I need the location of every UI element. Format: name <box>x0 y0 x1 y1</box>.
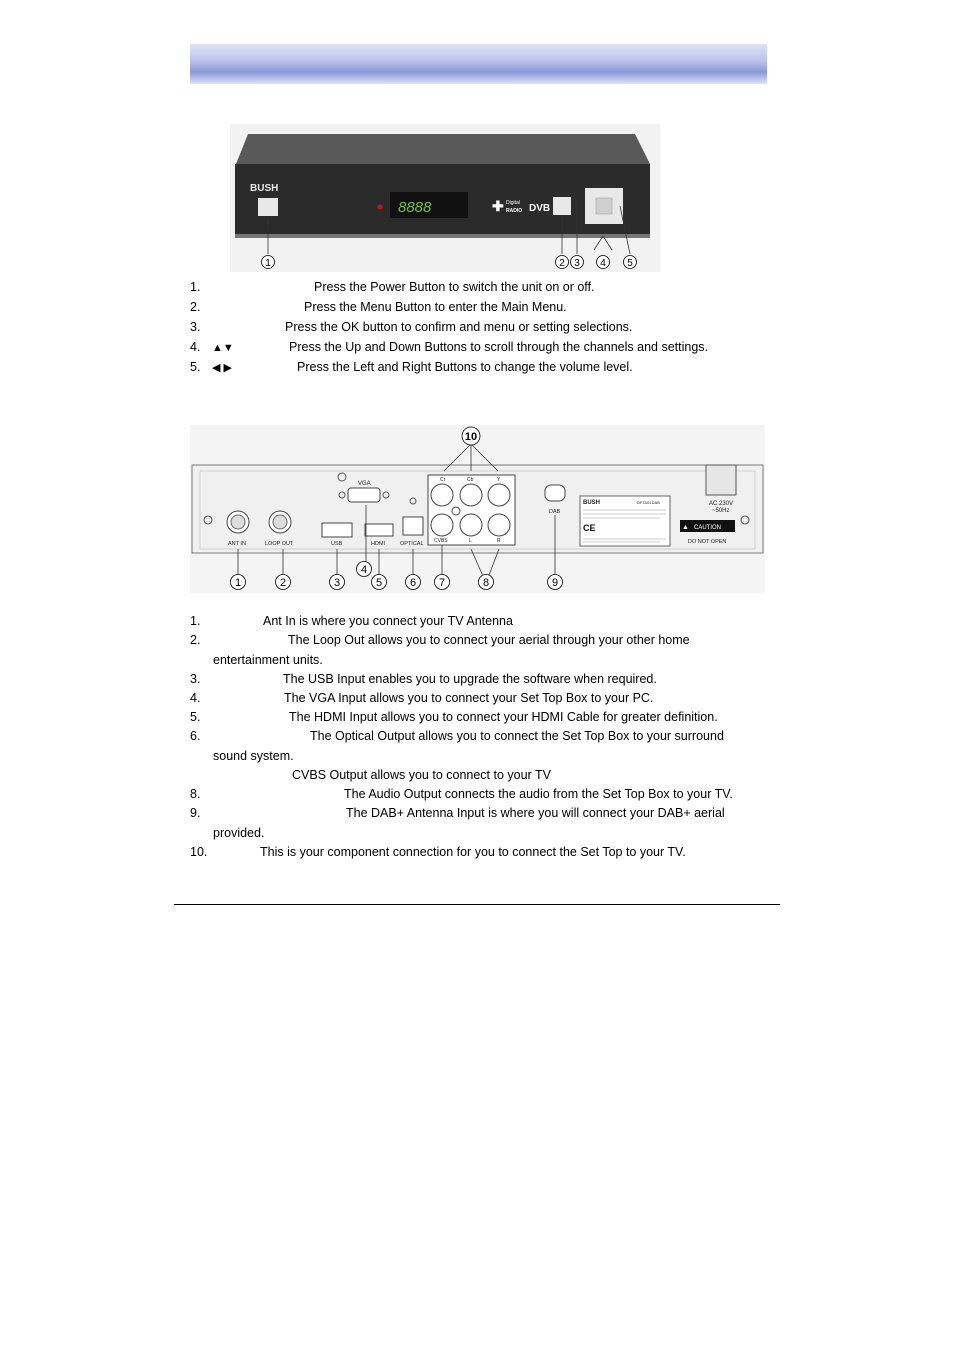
front-callout-5: 5 <box>627 258 633 269</box>
label-vga: VGA <box>358 481 371 487</box>
rear-item-9-continuation: provided. <box>213 826 265 840</box>
label-power: AC 230V <box>709 501 734 507</box>
rear-item-10-text: This is your component connection for you to connect the Set Top to your TV. <box>260 845 686 859</box>
label-l: L <box>469 538 472 544</box>
front-brand: BUSH <box>250 183 279 194</box>
front-callout-3: 3 <box>574 258 580 269</box>
front-item-5-number: 5. <box>190 360 201 374</box>
rear-item-7-text: CVBS Output allows you to connect to your TV <box>292 768 551 782</box>
rear-item-4-number: 4. <box>190 691 201 705</box>
front-item-4-number: 4. <box>190 340 201 354</box>
rear-item-1-text: Ant In is where you connect your TV Antenna <box>263 614 513 628</box>
rear-item-8-number: 8. <box>190 787 201 801</box>
left-right-arrows-icon: ◀ ▶ <box>212 362 232 374</box>
rear-item-9-text: The DAB+ Antenna Input is where you will connect your DAB+ aerial <box>346 806 725 820</box>
menu-button[interactable] <box>553 197 571 215</box>
rear-callout-2: 2 <box>279 577 287 589</box>
rear-callout-8: 8 <box>482 577 490 589</box>
front-item-3-text: Press the OK button to confirm and menu or setting selections. <box>285 320 633 334</box>
rear-brand: BUSH <box>583 500 601 506</box>
rear-panel-figure <box>190 425 765 593</box>
rear-callout-7: 7 <box>438 577 446 589</box>
rear-item-2-continuation: entertainment units. <box>213 653 323 667</box>
badge-dvb: DVB <box>529 203 551 214</box>
rear-item-2-number: 2. <box>190 633 201 647</box>
svg-text:CE: CE <box>583 523 596 533</box>
rear-item-4-text: The VGA Input allows you to connect your Set Top Box to your PC. <box>284 691 654 705</box>
front-item-1-number: 1. <box>190 280 201 294</box>
rear-item-6-text: The Optical Output allows you to connect the Set Top Box to your surround <box>310 729 724 743</box>
label-cb: Cb <box>467 477 474 483</box>
label-hz: ~50Hz <box>712 508 730 514</box>
label-optical: OPTICAL <box>400 541 424 547</box>
label-do-not-open: DO NOT OPEN <box>688 539 727 545</box>
rear-callout-10: 10 <box>464 431 478 443</box>
label-cr: Cr <box>440 477 446 483</box>
rear-item-1-number: 1. <box>190 614 201 628</box>
rear-callout-5: 5 <box>375 577 383 589</box>
up-down-arrows-icon: ▲▼ <box>212 342 234 354</box>
rear-item-3-number: 3. <box>190 672 201 686</box>
rear-item-3-text: The USB Input enables you to upgrade the software when required. <box>283 672 657 686</box>
rear-item-6-continuation: sound system. <box>213 749 294 763</box>
label-dab: DAB <box>549 509 561 515</box>
label-y: Y <box>497 477 501 483</box>
footer-rule <box>174 904 780 905</box>
rear-item-2-text: The Loop Out allows you to connect your aerial through your other home <box>288 633 690 647</box>
rear-callout-9: 9 <box>551 577 559 589</box>
rear-item-8-text: The Audio Output connects the audio from the Set Top Box to your TV. <box>344 787 733 801</box>
front-item-5-text: Press the Left and Right Buttons to change the volume level. <box>297 360 633 374</box>
front-item-1-text: Press the Power Button to switch the unit on or off. <box>314 280 595 294</box>
label-cvbs: CVBS <box>434 538 448 544</box>
label-ant-in: ANT IN <box>228 541 246 547</box>
front-display: 8888 <box>398 199 432 216</box>
rear-callout-1: 1 <box>234 577 242 589</box>
rear-item-5-text: The HDMI Input allows you to connect your HDMI Cable for greater definition. <box>289 710 718 724</box>
label-loop-out: LOOP OUT <box>265 541 294 547</box>
label-r: R <box>497 538 501 544</box>
power-button[interactable] <box>258 198 278 216</box>
label-caution: CAUTION <box>694 525 721 531</box>
front-callout-2: 2 <box>559 258 565 269</box>
front-item-4-text: Press the Up and Down Buttons to scroll through the channels and settings. <box>289 340 708 354</box>
front-item-3-number: 3. <box>190 320 201 334</box>
rear-callout-3: 3 <box>333 577 341 589</box>
front-callout-1: 1 <box>265 258 271 269</box>
label-model: DFTA51DAB <box>637 500 660 505</box>
front-item-2-text: Press the Menu Button to enter the Main Menu. <box>304 300 567 314</box>
rear-item-5-number: 5. <box>190 710 201 724</box>
svg-text:✚: ✚ <box>492 198 504 214</box>
front-panel-figure <box>230 124 660 272</box>
front-callout-4: 4 <box>600 258 606 269</box>
badge-radio: RADIO <box>506 208 523 214</box>
rear-callout-4: 4 <box>360 564 368 576</box>
badge-digital: Digital <box>506 200 520 206</box>
rear-item-6-number: 6. <box>190 729 201 743</box>
label-usb: USB <box>331 541 343 547</box>
svg-text:▲: ▲ <box>682 524 689 531</box>
header-bar <box>190 44 767 84</box>
rear-callout-6: 6 <box>409 577 417 589</box>
label-hdmi: HDMI <box>371 541 386 547</box>
rear-item-10-number: 10. <box>190 845 208 859</box>
front-item-2-number: 2. <box>190 300 201 314</box>
rear-item-9-number: 9. <box>190 806 201 820</box>
